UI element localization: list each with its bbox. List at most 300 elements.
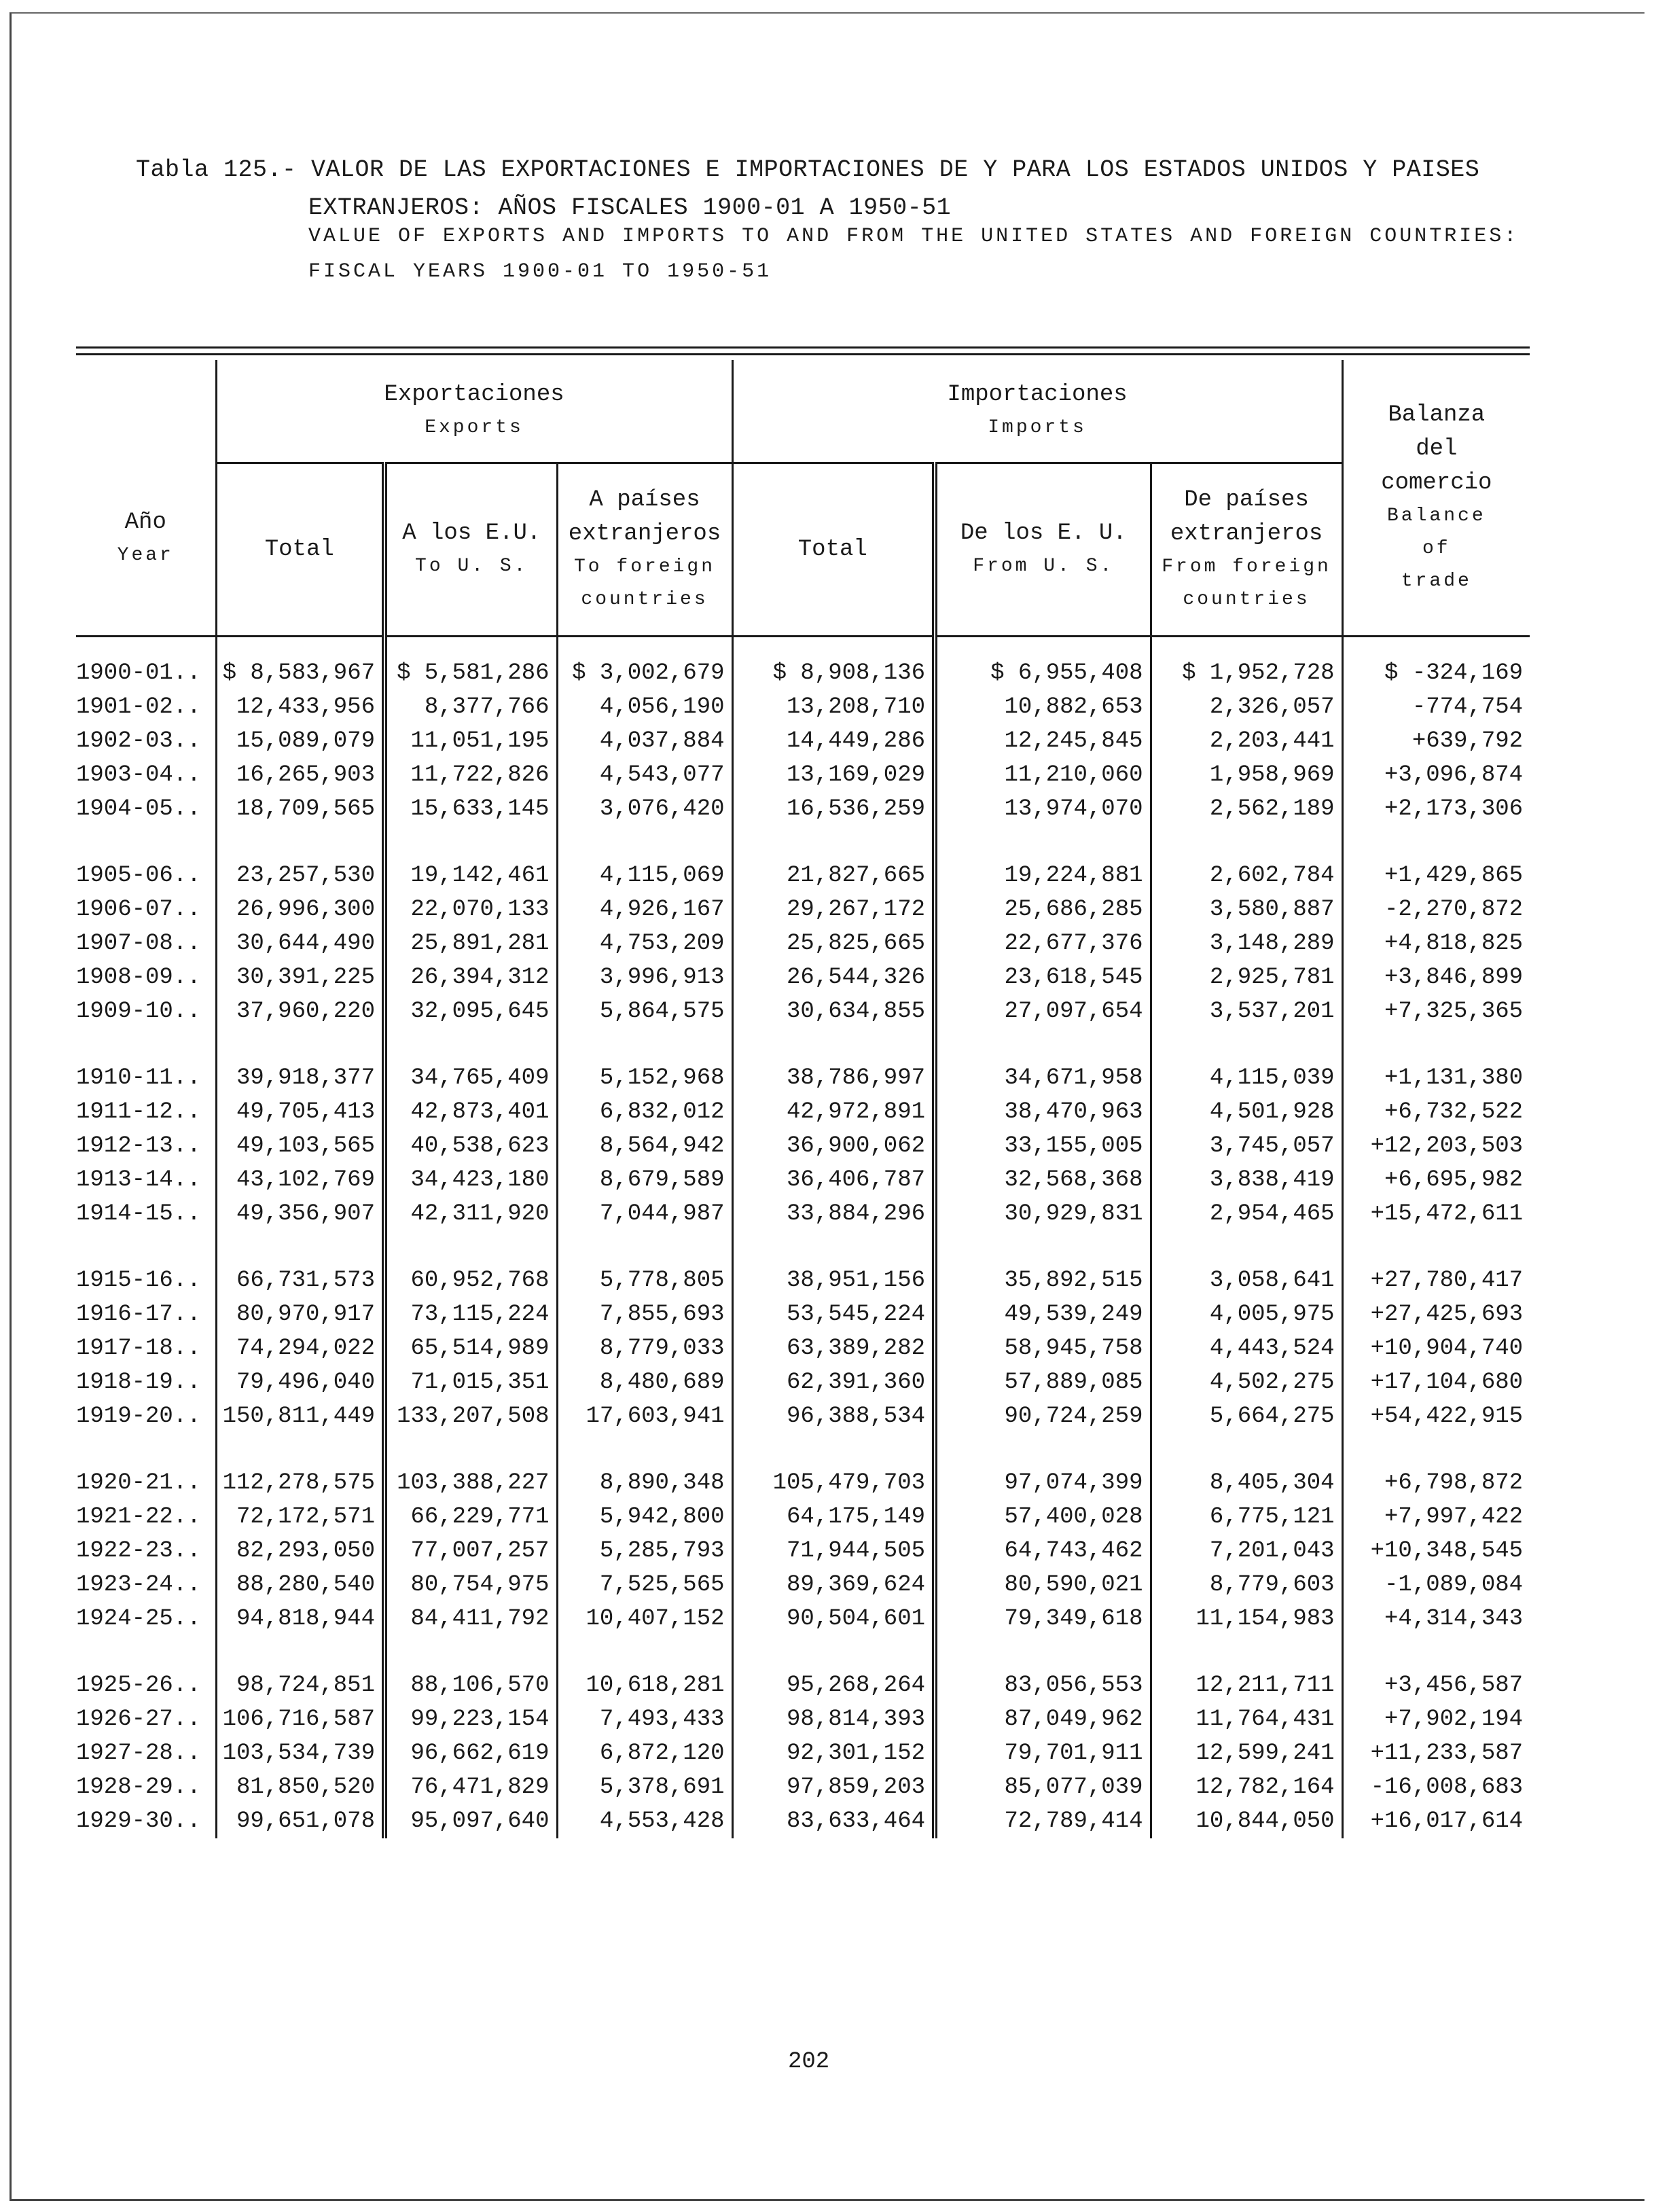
trade-balance-cell: +6,695,982 bbox=[1342, 1163, 1530, 1197]
imports-total-cell: 13,208,710 bbox=[732, 690, 935, 724]
year-cell: 1908-09.. bbox=[76, 965, 201, 991]
spacer-cell bbox=[76, 826, 216, 859]
exports-to-foreign-cell: 5,864,575 bbox=[557, 995, 732, 1029]
imports-total-cell: 90,504,601 bbox=[732, 1602, 935, 1636]
spacer-cell bbox=[1342, 1231, 1530, 1264]
imports-total-cell: 21,827,665 bbox=[732, 859, 935, 893]
spacer-cell bbox=[557, 1029, 732, 1061]
exports-total-cell: 49,103,565 bbox=[216, 1129, 384, 1163]
exports-to-us-cell: 34,423,180 bbox=[384, 1163, 557, 1197]
exports-total-cell: 30,391,225 bbox=[216, 961, 384, 995]
spacer-cell bbox=[76, 1433, 216, 1466]
table-row bbox=[76, 1129, 1530, 1163]
trade-balance-cell: +6,798,872 bbox=[1342, 1466, 1530, 1500]
imports-from-us-cell: 49,539,249 bbox=[935, 1298, 1151, 1332]
exports-to-us-cell: 99,223,154 bbox=[384, 1702, 557, 1736]
imports-from-us-cell: 79,701,911 bbox=[935, 1736, 1151, 1770]
imports-from-foreign-header: De países extranjeros From foreign countries bbox=[1151, 463, 1342, 637]
imports-from-foreign-cell: 12,211,711 bbox=[1151, 1669, 1342, 1702]
table-row bbox=[76, 758, 1530, 792]
exports-to-us-cell: 40,538,623 bbox=[384, 1129, 557, 1163]
exports-to-us-cell: 103,388,227 bbox=[384, 1466, 557, 1500]
year-cell: 1918-19.. bbox=[76, 1370, 201, 1395]
imports-from-foreign-cell: 1,958,969 bbox=[1151, 758, 1342, 792]
spacer-cell bbox=[935, 1029, 1151, 1061]
year-cell: 1923-24.. bbox=[76, 1572, 201, 1598]
imports-total-cell: 71,944,505 bbox=[732, 1534, 935, 1568]
year-cell: 1903-04.. bbox=[76, 762, 201, 788]
exports-to-us-cell: 34,765,409 bbox=[384, 1061, 557, 1095]
imports-total-cell: 97,859,203 bbox=[732, 1770, 935, 1804]
trade-balance-cell: +639,792 bbox=[1342, 724, 1530, 758]
year-cell: 1926-27.. bbox=[76, 1707, 201, 1732]
imports-from-us-cell: 79,349,618 bbox=[935, 1602, 1151, 1636]
exports-to-us-cell: 76,471,829 bbox=[384, 1770, 557, 1804]
imports-total-cell: 38,786,997 bbox=[732, 1061, 935, 1095]
exports-to-us-cell: 60,952,768 bbox=[384, 1264, 557, 1298]
imports-total-cell: 16,536,259 bbox=[732, 792, 935, 826]
exports-to-foreign-cell: 6,872,120 bbox=[557, 1736, 732, 1770]
exports-to-foreign-cell: 4,926,167 bbox=[557, 893, 732, 927]
group-spacer bbox=[76, 826, 1530, 859]
exports-to-foreign-cell: 8,679,589 bbox=[557, 1163, 732, 1197]
exports-to-foreign-cell: 8,779,033 bbox=[557, 1332, 732, 1366]
year-cell: 1913-14.. bbox=[76, 1167, 201, 1193]
group-spacer bbox=[76, 1636, 1530, 1669]
imports-from-foreign-cell: 11,764,431 bbox=[1151, 1702, 1342, 1736]
imports-from-foreign-cell: 2,203,441 bbox=[1151, 724, 1342, 758]
trade-balance-cell: +4,314,343 bbox=[1342, 1602, 1530, 1636]
title-english bbox=[308, 219, 1519, 289]
title-en-line1: VALUE OF EXPORTS AND IMPORTS TO AND FROM THE UNITED STATES AND FOREIGN COUNTRIES: bbox=[308, 225, 1520, 248]
exports-total-cell: 37,960,220 bbox=[216, 995, 384, 1029]
imports-total-cell: 62,391,360 bbox=[732, 1366, 935, 1399]
imports-total-cell: 30,634,855 bbox=[732, 995, 935, 1029]
trade-balance-cell: -2,270,872 bbox=[1342, 893, 1530, 927]
imports-from-us-cell: 58,945,758 bbox=[935, 1332, 1151, 1366]
imports-total-cell: 25,825,665 bbox=[732, 927, 935, 961]
spacer-cell bbox=[732, 826, 935, 859]
spacer-cell bbox=[216, 1433, 384, 1466]
exports-to-us-cell: 77,007,257 bbox=[384, 1534, 557, 1568]
spacer-cell bbox=[732, 1433, 935, 1466]
exports-total-cell: 18,709,565 bbox=[216, 792, 384, 826]
table-row bbox=[76, 690, 1530, 724]
imports-from-foreign-cell: 2,326,057 bbox=[1151, 690, 1342, 724]
exports-to-foreign-cell: 7,525,565 bbox=[557, 1568, 732, 1602]
imports-from-foreign-cell: $ 1,952,728 bbox=[1151, 637, 1342, 691]
spacer-cell bbox=[76, 1636, 216, 1669]
imports-total-cell: 89,369,624 bbox=[732, 1568, 935, 1602]
year-cell: 1912-13.. bbox=[76, 1133, 201, 1159]
imports-from-foreign-cell: 12,599,241 bbox=[1151, 1736, 1342, 1770]
year-cell: 1925-26.. bbox=[76, 1673, 201, 1698]
imports-total-header: Total bbox=[732, 463, 935, 637]
imports-from-us-cell: 72,789,414 bbox=[935, 1804, 1151, 1838]
exports-to-us-cell: 19,142,461 bbox=[384, 859, 557, 893]
title-es-line2: EXTRANJEROS: AÑOS FISCALES 1900-01 A 1950-51 bbox=[308, 194, 952, 221]
exports-total-cell: 80,970,917 bbox=[216, 1298, 384, 1332]
imports-total-cell: 13,169,029 bbox=[732, 758, 935, 792]
trade-balance-cell: +1,429,865 bbox=[1342, 859, 1530, 893]
exports-to-foreign-cell: 4,553,428 bbox=[557, 1804, 732, 1838]
year-cell: 1904-05.. bbox=[76, 796, 201, 822]
imports-from-foreign-cell: 8,779,603 bbox=[1151, 1568, 1342, 1602]
table-top-rule bbox=[76, 346, 1530, 349]
year-cell: 1924-25.. bbox=[76, 1606, 201, 1632]
spacer-cell bbox=[1342, 1636, 1530, 1669]
spacer-cell bbox=[935, 1231, 1151, 1264]
year-cell: 1919-20.. bbox=[76, 1404, 201, 1429]
exports-total-cell: 15,089,079 bbox=[216, 724, 384, 758]
exports-total-cell: 99,651,078 bbox=[216, 1804, 384, 1838]
trade-balance-cell: +7,325,365 bbox=[1342, 995, 1530, 1029]
table-row bbox=[76, 1770, 1530, 1804]
imports-from-foreign-cell: 12,782,164 bbox=[1151, 1770, 1342, 1804]
trade-balance-cell: -774,754 bbox=[1342, 690, 1530, 724]
exports-to-foreign-cell: 8,480,689 bbox=[557, 1366, 732, 1399]
exports-to-foreign-cell: 10,618,281 bbox=[557, 1669, 732, 1702]
year-cell: 1928-29.. bbox=[76, 1774, 201, 1800]
year-cell: 1901-02.. bbox=[76, 694, 201, 720]
trade-balance-cell: +17,104,680 bbox=[1342, 1366, 1530, 1399]
imports-from-us-cell: 22,677,376 bbox=[935, 927, 1151, 961]
exports-to-us-cell: 11,051,195 bbox=[384, 724, 557, 758]
year-cell: 1920-21.. bbox=[76, 1470, 201, 1496]
imports-total-cell: 14,449,286 bbox=[732, 724, 935, 758]
group-spacer bbox=[76, 1231, 1530, 1264]
table-row bbox=[76, 995, 1530, 1029]
exports-total-cell: 88,280,540 bbox=[216, 1568, 384, 1602]
imports-from-us-cell: 80,590,021 bbox=[935, 1568, 1151, 1602]
trade-balance-cell: +3,456,587 bbox=[1342, 1669, 1530, 1702]
spacer-cell bbox=[216, 1636, 384, 1669]
table-row bbox=[76, 1366, 1530, 1399]
imports-from-us-cell: 57,889,085 bbox=[935, 1366, 1151, 1399]
imports-total-cell: 98,814,393 bbox=[732, 1702, 935, 1736]
imports-total-cell: 36,406,787 bbox=[732, 1163, 935, 1197]
year-cell: 1929-30.. bbox=[76, 1808, 201, 1834]
imports-total-cell: 53,545,224 bbox=[732, 1298, 935, 1332]
spacer-cell bbox=[216, 826, 384, 859]
imports-group-header: Importaciones Imports bbox=[732, 360, 1342, 463]
imports-total-cell: 36,900,062 bbox=[732, 1129, 935, 1163]
spacer-cell bbox=[1151, 1029, 1342, 1061]
table-row bbox=[76, 1061, 1530, 1095]
imports-total-cell: 63,389,282 bbox=[732, 1332, 935, 1366]
imports-total-cell: 38,951,156 bbox=[732, 1264, 935, 1298]
table-body bbox=[76, 637, 1530, 1839]
trade-table bbox=[76, 360, 1530, 1838]
exports-to-us-cell: 42,311,920 bbox=[384, 1197, 557, 1231]
exports-total-cell: 16,265,903 bbox=[216, 758, 384, 792]
year-cell: 1902-03.. bbox=[76, 728, 201, 754]
exports-to-foreign-cell: 5,378,691 bbox=[557, 1770, 732, 1804]
table-row bbox=[76, 1534, 1530, 1568]
spacer-cell bbox=[1151, 1433, 1342, 1466]
exports-to-us-cell: 26,394,312 bbox=[384, 961, 557, 995]
imports-total-cell: 64,175,149 bbox=[732, 1500, 935, 1534]
imports-from-foreign-cell: 3,838,419 bbox=[1151, 1163, 1342, 1197]
imports-from-foreign-cell: 4,501,928 bbox=[1151, 1095, 1342, 1129]
trade-balance-cell: +2,173,306 bbox=[1342, 792, 1530, 826]
imports-from-us-cell: 32,568,368 bbox=[935, 1163, 1151, 1197]
exports-total-cell: 23,257,530 bbox=[216, 859, 384, 893]
year-cell: 1909-10.. bbox=[76, 999, 201, 1024]
imports-from-foreign-cell: 3,148,289 bbox=[1151, 927, 1342, 961]
imports-from-us-cell: 97,074,399 bbox=[935, 1466, 1151, 1500]
trade-balance-cell: -16,008,683 bbox=[1342, 1770, 1530, 1804]
imports-total-cell: 95,268,264 bbox=[732, 1669, 935, 1702]
spacer-cell bbox=[384, 1029, 557, 1061]
group-spacer bbox=[76, 1433, 1530, 1466]
page-number: 202 bbox=[788, 2049, 830, 2075]
spacer-cell bbox=[935, 1636, 1151, 1669]
spacer-cell bbox=[732, 1231, 935, 1264]
exports-to-us-header: A los E.U. To U. S. bbox=[384, 463, 557, 637]
imports-from-us-cell: 12,245,845 bbox=[935, 724, 1151, 758]
spacer-cell bbox=[935, 826, 1151, 859]
exports-to-foreign-cell: 4,037,884 bbox=[557, 724, 732, 758]
exports-total-cell: 49,356,907 bbox=[216, 1197, 384, 1231]
trade-balance-cell: +15,472,611 bbox=[1342, 1197, 1530, 1231]
title-en-line2: FISCAL YEARS 1900-01 TO 1950-51 bbox=[308, 260, 772, 283]
imports-from-us-cell: 13,974,070 bbox=[935, 792, 1151, 826]
exports-total-cell: 94,818,944 bbox=[216, 1602, 384, 1636]
imports-from-foreign-cell: 4,443,524 bbox=[1151, 1332, 1342, 1366]
exports-to-us-cell: 71,015,351 bbox=[384, 1366, 557, 1399]
spacer-cell bbox=[1151, 1636, 1342, 1669]
exports-to-foreign-cell: 8,564,942 bbox=[557, 1129, 732, 1163]
year-cell: 1907-08.. bbox=[76, 931, 201, 957]
exports-to-foreign-cell: 5,778,805 bbox=[557, 1264, 732, 1298]
spacer-cell bbox=[76, 1029, 216, 1061]
year-cell: 1906-07.. bbox=[76, 897, 201, 923]
exports-total-cell: 30,644,490 bbox=[216, 927, 384, 961]
exports-to-us-cell: 66,229,771 bbox=[384, 1500, 557, 1534]
imports-total-cell: 92,301,152 bbox=[732, 1736, 935, 1770]
exports-to-us-cell: 15,633,145 bbox=[384, 792, 557, 826]
exports-to-us-cell: 8,377,766 bbox=[384, 690, 557, 724]
imports-total-cell: 83,633,464 bbox=[732, 1804, 935, 1838]
table-row bbox=[76, 1332, 1530, 1366]
exports-to-us-cell: 65,514,989 bbox=[384, 1332, 557, 1366]
spacer-cell bbox=[732, 1636, 935, 1669]
year-cell: 1922-23.. bbox=[76, 1538, 201, 1564]
table-row bbox=[76, 1466, 1530, 1500]
exports-total-cell: 98,724,851 bbox=[216, 1669, 384, 1702]
trade-balance-cell: +1,131,380 bbox=[1342, 1061, 1530, 1095]
imports-from-us-cell: 38,470,963 bbox=[935, 1095, 1151, 1129]
table-row bbox=[76, 1702, 1530, 1736]
imports-from-us-cell: 34,671,958 bbox=[935, 1061, 1151, 1095]
exports-total-cell: 79,496,040 bbox=[216, 1366, 384, 1399]
table-row bbox=[76, 1163, 1530, 1197]
trade-balance-cell: -1,089,084 bbox=[1342, 1568, 1530, 1602]
imports-from-foreign-cell: 4,502,275 bbox=[1151, 1366, 1342, 1399]
imports-from-foreign-cell: 3,580,887 bbox=[1151, 893, 1342, 927]
imports-from-foreign-cell: 3,745,057 bbox=[1151, 1129, 1342, 1163]
imports-from-foreign-cell: 3,058,641 bbox=[1151, 1264, 1342, 1298]
exports-group-header: Exportaciones Exports bbox=[216, 360, 732, 463]
trade-balance-cell: +7,997,422 bbox=[1342, 1500, 1530, 1534]
imports-from-foreign-cell: 2,602,784 bbox=[1151, 859, 1342, 893]
trade-balance-cell: +11,233,587 bbox=[1342, 1736, 1530, 1770]
exports-total-header: Total bbox=[216, 463, 384, 637]
exports-to-foreign-cell: 10,407,152 bbox=[557, 1602, 732, 1636]
table-row bbox=[76, 792, 1530, 826]
year-cell: 1914-15.. bbox=[76, 1201, 201, 1227]
table-row bbox=[76, 1399, 1530, 1433]
imports-from-foreign-cell: 2,925,781 bbox=[1151, 961, 1342, 995]
year-cell: 1917-18.. bbox=[76, 1336, 201, 1361]
imports-total-cell: 105,479,703 bbox=[732, 1466, 935, 1500]
trade-balance-cell: +4,818,825 bbox=[1342, 927, 1530, 961]
imports-from-us-cell: 23,618,545 bbox=[935, 961, 1151, 995]
exports-to-us-cell: 32,095,645 bbox=[384, 995, 557, 1029]
title-es-line1: Tabla 125.- VALOR DE LAS EXPORTACIONES E IMPORTACIONES DE Y PARA LOS ESTADOS UNIDOS Y PAISES bbox=[136, 156, 1480, 183]
spacer-cell bbox=[557, 826, 732, 859]
imports-from-foreign-cell: 4,005,975 bbox=[1151, 1298, 1342, 1332]
imports-from-foreign-cell: 3,537,201 bbox=[1151, 995, 1342, 1029]
exports-total-cell: 150,811,449 bbox=[216, 1399, 384, 1433]
exports-total-cell: 39,918,377 bbox=[216, 1061, 384, 1095]
exports-to-us-cell: 73,115,224 bbox=[384, 1298, 557, 1332]
spacer-cell bbox=[557, 1636, 732, 1669]
table-row bbox=[76, 961, 1530, 995]
imports-from-us-cell: 33,155,005 bbox=[935, 1129, 1151, 1163]
table-row bbox=[76, 1500, 1530, 1534]
exports-to-foreign-cell: 8,890,348 bbox=[557, 1466, 732, 1500]
year-cell: 1910-11.. bbox=[76, 1065, 201, 1091]
trade-balance-cell: +3,846,899 bbox=[1342, 961, 1530, 995]
spacer-cell bbox=[1151, 826, 1342, 859]
trade-balance-cell: +10,904,740 bbox=[1342, 1332, 1530, 1366]
exports-to-us-cell: 133,207,508 bbox=[384, 1399, 557, 1433]
spacer-cell bbox=[1342, 1029, 1530, 1061]
imports-from-foreign-cell: 6,775,121 bbox=[1151, 1500, 1342, 1534]
exports-to-us-cell: 11,722,826 bbox=[384, 758, 557, 792]
spacer-cell bbox=[1151, 1231, 1342, 1264]
trade-balance-cell: +27,780,417 bbox=[1342, 1264, 1530, 1298]
imports-from-foreign-cell: 5,664,275 bbox=[1151, 1399, 1342, 1433]
imports-from-us-cell: 64,743,462 bbox=[935, 1534, 1151, 1568]
exports-total-cell: 103,534,739 bbox=[216, 1736, 384, 1770]
year-cell: 1921-22.. bbox=[76, 1504, 201, 1530]
exports-total-cell: 12,433,956 bbox=[216, 690, 384, 724]
imports-from-us-cell: 27,097,654 bbox=[935, 995, 1151, 1029]
year-header: Año Year bbox=[76, 360, 216, 637]
exports-total-cell: 49,705,413 bbox=[216, 1095, 384, 1129]
imports-from-us-cell: 35,892,515 bbox=[935, 1264, 1151, 1298]
trade-balance-cell: +27,425,693 bbox=[1342, 1298, 1530, 1332]
balance-header: Balanza del comercio Balance of trade bbox=[1342, 360, 1530, 637]
exports-to-foreign-cell: 5,942,800 bbox=[557, 1500, 732, 1534]
imports-from-us-cell: 10,882,653 bbox=[935, 690, 1151, 724]
year-cell: 1927-28.. bbox=[76, 1741, 201, 1766]
spacer-cell bbox=[935, 1433, 1151, 1466]
trade-balance-cell: +10,348,545 bbox=[1342, 1534, 1530, 1568]
imports-total-cell: 42,972,891 bbox=[732, 1095, 935, 1129]
trade-balance-cell: +12,203,503 bbox=[1342, 1129, 1530, 1163]
title-spanish bbox=[136, 151, 1479, 227]
table-row bbox=[76, 1568, 1530, 1602]
trade-balance-cell: +3,096,874 bbox=[1342, 758, 1530, 792]
exports-total-cell: 82,293,050 bbox=[216, 1534, 384, 1568]
year-cell: 1900-01.. bbox=[76, 660, 201, 686]
spacer-cell bbox=[1342, 1433, 1530, 1466]
imports-from-us-cell: 85,077,039 bbox=[935, 1770, 1151, 1804]
imports-from-us-cell: 57,400,028 bbox=[935, 1500, 1151, 1534]
exports-total-cell: 106,716,587 bbox=[216, 1702, 384, 1736]
trade-balance-cell: +54,422,915 bbox=[1342, 1399, 1530, 1433]
exports-to-foreign-cell: 7,044,987 bbox=[557, 1197, 732, 1231]
exports-to-us-cell: $ 5,581,286 bbox=[384, 637, 557, 691]
exports-to-foreign-cell: 7,855,693 bbox=[557, 1298, 732, 1332]
imports-from-us-cell: 30,929,831 bbox=[935, 1197, 1151, 1231]
exports-to-foreign-cell: 4,543,077 bbox=[557, 758, 732, 792]
spacer-cell bbox=[76, 1231, 216, 1264]
imports-from-us-cell: $ 6,955,408 bbox=[935, 637, 1151, 691]
table-row bbox=[76, 1197, 1530, 1231]
table-top-rule-double bbox=[76, 353, 1530, 355]
exports-to-foreign-cell: 6,832,012 bbox=[557, 1095, 732, 1129]
exports-to-us-cell: 22,070,133 bbox=[384, 893, 557, 927]
imports-from-foreign-cell: 2,562,189 bbox=[1151, 792, 1342, 826]
imports-from-foreign-cell: 10,844,050 bbox=[1151, 1804, 1342, 1838]
imports-from-us-header: De los E. U. From U. S. bbox=[935, 463, 1151, 637]
table-row bbox=[76, 1669, 1530, 1702]
exports-to-us-cell: 42,873,401 bbox=[384, 1095, 557, 1129]
imports-from-foreign-cell: 2,954,465 bbox=[1151, 1197, 1342, 1231]
imports-from-us-cell: 90,724,259 bbox=[935, 1399, 1151, 1433]
exports-to-us-cell: 25,891,281 bbox=[384, 927, 557, 961]
table-row bbox=[76, 1264, 1530, 1298]
exports-total-cell: $ 8,583,967 bbox=[216, 637, 384, 691]
exports-to-foreign-cell: 17,603,941 bbox=[557, 1399, 732, 1433]
table-row bbox=[76, 893, 1530, 927]
imports-from-us-cell: 83,056,553 bbox=[935, 1669, 1151, 1702]
trade-balance-cell: +6,732,522 bbox=[1342, 1095, 1530, 1129]
group-spacer bbox=[76, 1029, 1530, 1061]
exports-total-cell: 66,731,573 bbox=[216, 1264, 384, 1298]
exports-to-foreign-cell: 4,753,209 bbox=[557, 927, 732, 961]
exports-to-us-cell: 96,662,619 bbox=[384, 1736, 557, 1770]
table-row bbox=[76, 927, 1530, 961]
imports-from-us-cell: 25,686,285 bbox=[935, 893, 1151, 927]
trade-balance-cell: $ -324,169 bbox=[1342, 637, 1530, 691]
table-row bbox=[76, 1602, 1530, 1636]
trade-balance-cell: +16,017,614 bbox=[1342, 1804, 1530, 1838]
spacer-cell bbox=[557, 1231, 732, 1264]
imports-from-foreign-cell: 4,115,039 bbox=[1151, 1061, 1342, 1095]
imports-total-cell: 33,884,296 bbox=[732, 1197, 935, 1231]
exports-to-us-cell: 84,411,792 bbox=[384, 1602, 557, 1636]
exports-total-cell: 72,172,571 bbox=[216, 1500, 384, 1534]
exports-to-us-cell: 88,106,570 bbox=[384, 1669, 557, 1702]
spacer-cell bbox=[216, 1231, 384, 1264]
year-cell: 1905-06.. bbox=[76, 863, 201, 889]
year-cell: 1915-16.. bbox=[76, 1268, 201, 1294]
imports-from-us-cell: 19,224,881 bbox=[935, 859, 1151, 893]
spacer-cell bbox=[384, 826, 557, 859]
spacer-cell bbox=[384, 1433, 557, 1466]
exports-to-us-cell: 80,754,975 bbox=[384, 1568, 557, 1602]
imports-total-cell: 96,388,534 bbox=[732, 1399, 935, 1433]
exports-to-foreign-cell: 5,152,968 bbox=[557, 1061, 732, 1095]
exports-to-foreign-cell: 4,115,069 bbox=[557, 859, 732, 893]
exports-total-cell: 26,996,300 bbox=[216, 893, 384, 927]
